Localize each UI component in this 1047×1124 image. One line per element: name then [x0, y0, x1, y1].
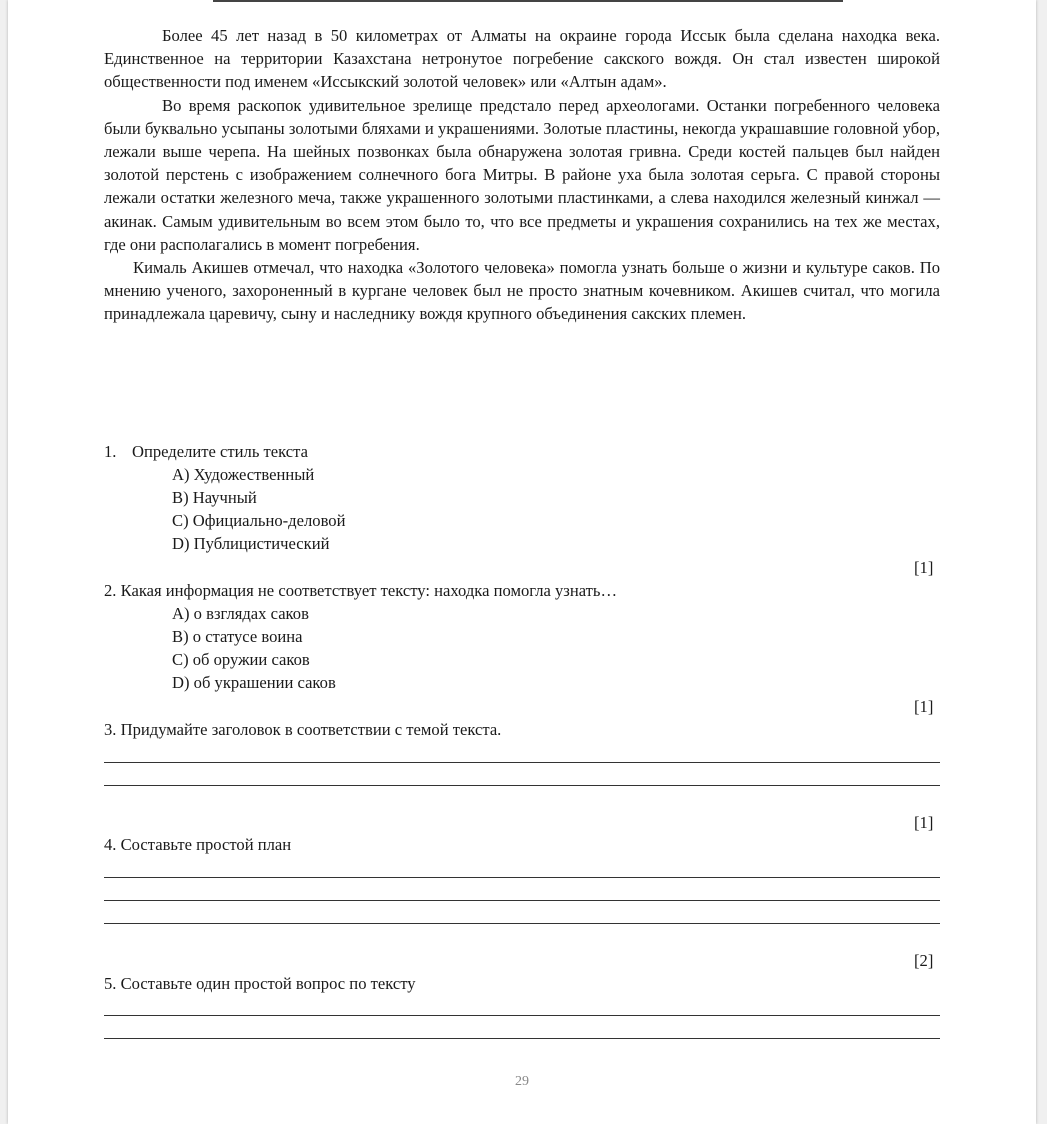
answer-line[interactable] — [104, 762, 940, 763]
question-prompt: Составьте один простой вопрос по тексту — [120, 974, 416, 993]
option-d: D) Публицистический — [172, 534, 330, 553]
question-prompt: Составьте простой план — [120, 835, 292, 854]
question-prompt: Какая информация не соответствует тексту: находка помогла узнать… — [120, 581, 618, 600]
answer-line[interactable] — [104, 900, 940, 901]
question-4-mark: [2] — [914, 951, 934, 970]
question-3 — [104, 718, 501, 741]
option-c: C) об оружии саков — [172, 650, 310, 669]
document-page — [8, 0, 1036, 1124]
question-number: 1. — [104, 442, 117, 461]
question-number: 3. — [104, 720, 117, 739]
question-1-mark: [1] — [914, 558, 934, 577]
answer-line[interactable] — [104, 923, 940, 924]
question-1-options — [172, 463, 345, 555]
answer-line[interactable] — [104, 785, 940, 786]
paragraph-1: Более 45 лет назад в 50 километрах от Алматы на окраине города Иссык была сделана находка века. Единственное на территории Казахстана нетронутое погребение сакского вождя. Он стал известен широкой общественности под именем «Иссыкский золотой человек» или «Алтын адам». — [104, 26, 940, 92]
option-b: B) о статусе воина — [172, 627, 303, 646]
answer-line[interactable] — [104, 1038, 940, 1039]
option-a: A) о взглядах саков — [172, 604, 309, 623]
question-number: 5. — [104, 974, 117, 993]
option-d: D) об украшении саков — [172, 673, 336, 692]
reading-text — [104, 24, 940, 326]
question-prompt: Определите стиль текста — [132, 442, 308, 461]
question-2-mark: [1] — [914, 697, 934, 716]
option-c: C) Официально-деловой — [172, 511, 346, 530]
option-b: B) Научный — [172, 488, 257, 507]
question-prompt: Придумайте заголовок в соответствии с темой текста. — [120, 720, 502, 739]
question-5 — [104, 972, 416, 995]
question-2-options — [172, 602, 336, 694]
question-number: 4. — [104, 835, 117, 854]
page-number: 29 — [515, 1074, 529, 1089]
top-rule — [213, 0, 843, 2]
question-4 — [104, 833, 291, 856]
question-1 — [104, 440, 308, 463]
answer-line[interactable] — [104, 877, 940, 878]
paragraph-2: Во время раскопок удивительное зрелище предстало перед археологами. Останки погребенного человека были буквально усыпаны золотыми бляхами и украшениями. Золотые пластины, некогда украшавшие головной убор, лежали выше черепа. На шейных позвонках была обнаружена золотая гривна. Среди костей пальцев был найден золотой перстень с изображением солнечного бога Митры. В районе уха была золотая серьга. С правой стороны лежали остатки железного меча, также украшенного золотыми пластинками, а слева находился железный кинжал — акинак. Самым удивительным во всем этом было то, что все предметы и украшения сохранились на тех же местах, где они располагались в момент погребения. — [104, 95, 940, 254]
question-3-mark: [1] — [914, 813, 934, 832]
answer-line[interactable] — [104, 1015, 940, 1016]
question-number: 2. — [104, 581, 117, 600]
paragraph-3: Кималь Акишев отмечал, что находка «Золотого человека» помогла узнать больше о жизни и культуре саков. По мнению ученого, захороненный в кургане человек был не просто знатным кочевником. Акишев считал, что могила принадлежала царевичу, сыну и наследнику вождя крупного объединения сакских племен. — [104, 258, 940, 324]
option-a: A) Художественный — [172, 465, 315, 484]
question-2 — [104, 579, 617, 602]
